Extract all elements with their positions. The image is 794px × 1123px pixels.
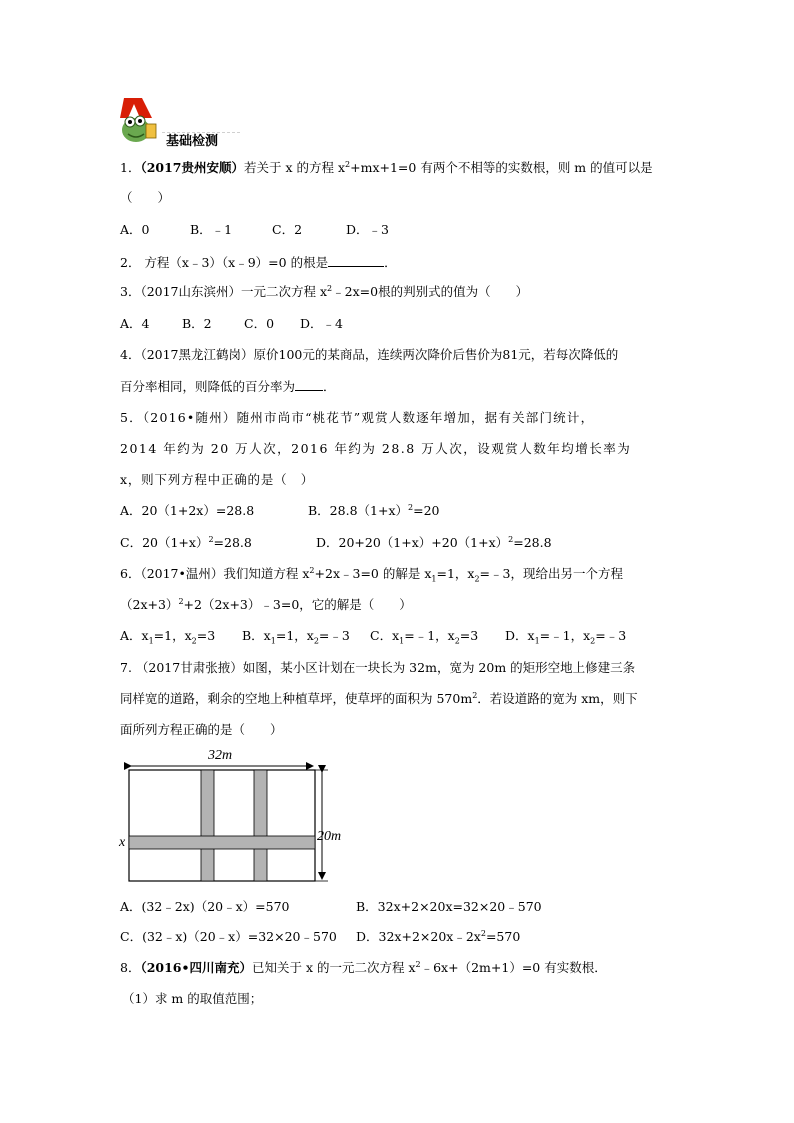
q5-option-a: A．20（1+2x）=28.8 bbox=[120, 503, 255, 518]
question-8: 8．（2016•四川南充）已知关于 x 的一元二次方程 $x^2﹣6x+(2m+1)=0$ 有实数根． bbox=[120, 959, 607, 975]
q3-option-c: C．0 bbox=[244, 316, 275, 331]
question-7-line2: 同样宽的道路，剩余的空地上种植草坪，使草坪的面积为 $570m^2$．若设道路的宽为 xm，则下 bbox=[120, 690, 638, 706]
question-6-line2: $(2x+3)^2+2(2x+3)﹣3=0$，它的解是（ ） bbox=[120, 596, 412, 612]
q7-figure bbox=[116, 742, 356, 888]
q5-option-d: D．$20+20(1+x)+20(1+x)^2=28.8$ bbox=[316, 534, 552, 550]
question-3: 3．（2017山东滨州）一元二次方程 $x^2﹣2x=0$根的判别式的值为（ ） bbox=[120, 283, 529, 299]
q6-option-d: D．$x_1=﹣1$，$x_2=﹣3$ bbox=[505, 628, 627, 646]
q1-option-b: B．﹣1 bbox=[190, 222, 233, 237]
q1-option-a: A．0 bbox=[120, 222, 150, 237]
figure-label-right: 20m bbox=[317, 829, 342, 844]
q6-option-a: A．$x_1=1$，$x_2=3$ bbox=[120, 628, 216, 646]
q1-option-d: D．﹣3 bbox=[346, 222, 389, 237]
q3-option-d: D．﹣4 bbox=[300, 316, 343, 331]
figure-label-top: 32m bbox=[208, 748, 233, 763]
q7-option-c: C．(32﹣x)（20﹣x）=32×20﹣570 bbox=[120, 929, 337, 944]
question-2: 2． 方程（x﹣3）（x﹣9）=0 的根是 ． bbox=[120, 255, 397, 270]
question-5-line2: 2014 年约为 20 万人次，2016 年约为 28.8 万人次，设观赏人数年均增长率为 bbox=[120, 441, 632, 456]
answer-blank bbox=[328, 254, 384, 267]
q3-option-a: A．4 bbox=[120, 316, 150, 331]
q5-option-b: B．$28.8(1+x)^2=20$ bbox=[308, 502, 440, 518]
section-header bbox=[118, 98, 240, 149]
rectangle-plot-diagram bbox=[116, 742, 356, 888]
plot-rectangle bbox=[129, 770, 315, 881]
question-7-line3: 面所列方程正确的是（ ） bbox=[120, 722, 283, 737]
question-1-paren: （ ） bbox=[120, 190, 171, 205]
question-5-line1: 5．（2016•随州）随州市尚市“桃花节”观赏人数逐年增加，据有关部门统计， bbox=[120, 410, 595, 425]
answer-blank bbox=[295, 378, 323, 391]
question-5-line3: x，则下列方程中正确的是（ ） bbox=[120, 472, 315, 487]
question-4-line1: 4．（2017黑龙江鹤岗）原价100元的某商品，连续两次降价后售价为81元，若每次降低的 bbox=[120, 347, 619, 362]
q3-option-b: B．2 bbox=[182, 316, 212, 331]
q6-option-c: C．$x_1=﹣1$，$x_2=3$ bbox=[370, 628, 479, 646]
q7-option-a: A．(32﹣2x)（20﹣x）=570 bbox=[120, 899, 290, 914]
horizontal-road bbox=[129, 836, 315, 849]
question-6-line1: 6．（2017•温州）我们知道方程 $x^2+2x﹣3=0$ 的解是 $x_1=1$，$x_2=﹣3$，现给出另一个方程 bbox=[120, 565, 623, 584]
question-1: 1．（2017贵州安顺）若关于 x 的方程 $x^2+mx+1=0$ 有两个不相等的实数根，则 m 的值可以是 bbox=[120, 159, 653, 175]
section-title: 基础检测 bbox=[166, 134, 219, 149]
figure-label-left: x bbox=[119, 835, 126, 850]
vertical-road-1 bbox=[201, 770, 214, 881]
question-8-part1: （1）求 m 的取值范围； bbox=[122, 991, 263, 1006]
frog-mascot-icon bbox=[118, 98, 164, 146]
q5-option-c: C．$20(1+x)^2=28.8$ bbox=[120, 534, 252, 550]
q6-option-b: B．$x_1=1$，$x_2=﹣3$ bbox=[242, 628, 350, 646]
vertical-road-2 bbox=[254, 770, 267, 881]
question-7-line1: 7. （2017甘肃张掖）如图，某小区计划在一块长为 32m，宽为 20m 的矩形空地上修建三条 bbox=[120, 660, 636, 675]
q7-option-d: D．$32x+2\times 20x﹣2x^2=570$ bbox=[356, 928, 521, 944]
q1-option-c: C．2 bbox=[272, 222, 303, 237]
q7-option-b: B．32x+2×20x=32×20﹣570 bbox=[356, 899, 542, 914]
question-4-line2: 百分率相同，则降低的百分率为 ． bbox=[120, 379, 336, 394]
